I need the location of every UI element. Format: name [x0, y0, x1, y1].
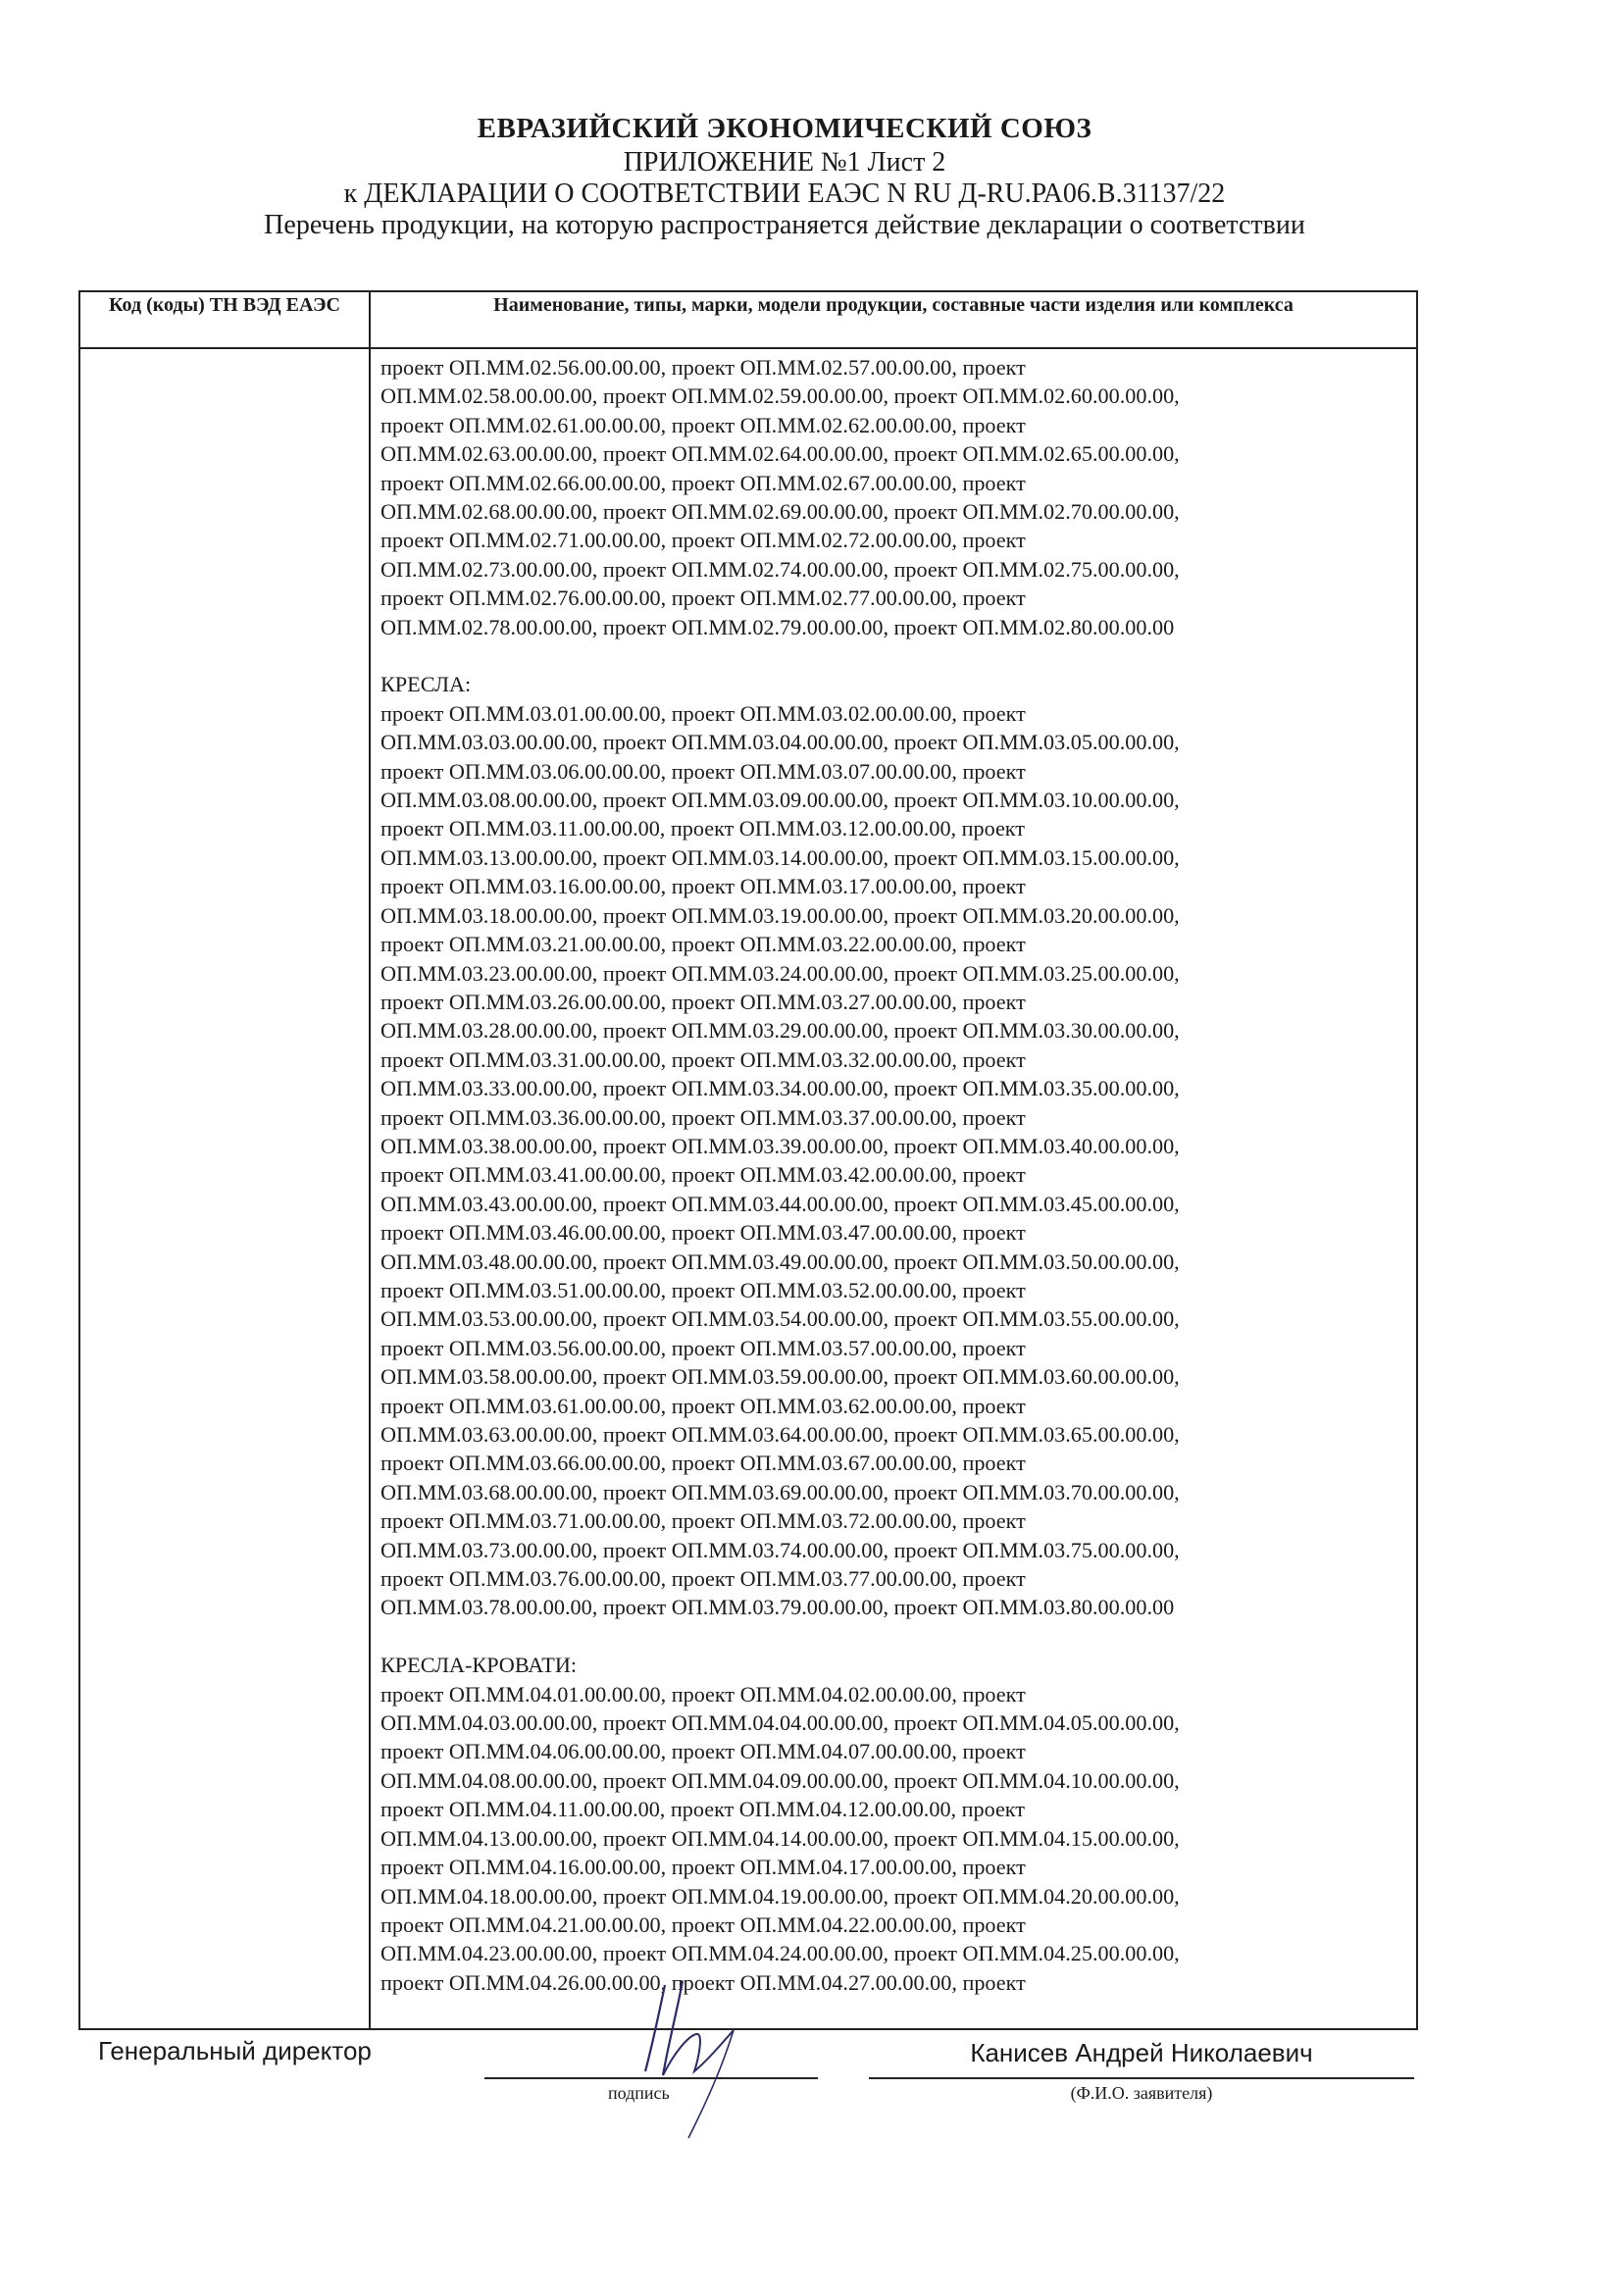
product-line: ОП.ММ.03.23.00.00.00, проект ОП.ММ.03.24.00.00.00, проект ОП.ММ.03.25.00.00.00, [381, 960, 1180, 986]
product-line: ОП.ММ.03.18.00.00.00, проект ОП.ММ.03.19.00.00.00, проект ОП.ММ.03.20.00.00.00, [381, 902, 1180, 928]
product-line: проект ОП.ММ.04.01.00.00.00, проект ОП.ММ.04.02.00.00.00, проект [381, 1681, 1026, 1707]
product-line: проект ОП.ММ.04.06.00.00.00, проект ОП.ММ.04.07.00.00.00, проект [381, 1739, 1026, 1764]
product-line: проект ОП.ММ.03.61.00.00.00, проект ОП.ММ.03.62.00.00.00, проект [381, 1393, 1026, 1418]
product-line: ОП.ММ.03.48.00.00.00, проект ОП.ММ.03.49.00.00.00, проект ОП.ММ.03.50.00.00.00, [381, 1249, 1180, 1274]
product-line: ОП.ММ.03.53.00.00.00, проект ОП.ММ.03.54.00.00.00, проект ОП.ММ.03.55.00.00.00, [381, 1306, 1180, 1332]
product-line: проект ОП.ММ.04.16.00.00.00, проект ОП.ММ.04.17.00.00.00, проект [381, 1855, 1026, 1880]
product-line: проект ОП.ММ.03.46.00.00.00, проект ОП.ММ.03.47.00.00.00, проект [381, 1220, 1026, 1246]
product-line: проект ОП.ММ.02.56.00.00.00, проект ОП.ММ.02.57.00.00.00, проект [381, 355, 1026, 380]
signature-label: подпись [608, 2083, 670, 2103]
product-line: проект ОП.ММ.03.41.00.00.00, проект ОП.ММ.03.42.00.00.00, проект [381, 1162, 1026, 1188]
declaration-number: к ДЕКЛАРАЦИИ О СООТВЕТСТВИИ ЕАЭС N RU Д-RU.РА06.В.31137/22 [343, 178, 1226, 209]
product-line: ОП.ММ.03.58.00.00.00, проект ОП.ММ.03.59.00.00.00, проект ОП.ММ.03.60.00.00.00, [381, 1364, 1180, 1390]
product-line: проект ОП.ММ.04.21.00.00.00, проект ОП.ММ.04.22.00.00.00, проект [381, 1912, 1026, 1937]
product-line: ОП.ММ.03.03.00.00.00, проект ОП.ММ.03.04.00.00.00, проект ОП.ММ.03.05.00.00.00, [381, 730, 1180, 755]
table-row [79, 348, 1417, 2029]
product-line: проект ОП.ММ.03.01.00.00.00, проект ОП.ММ.03.02.00.00.00, проект [381, 700, 1026, 726]
product-line: проект ОП.ММ.03.06.00.00.00, проект ОП.ММ.03.07.00.00.00, проект [381, 758, 1026, 784]
product-block [381, 670, 1408, 1621]
product-line: ОП.ММ.03.08.00.00.00, проект ОП.ММ.03.09.00.00.00, проект ОП.ММ.03.10.00.00.00, [381, 788, 1180, 813]
product-line: проект ОП.ММ.03.76.00.00.00, проект ОП.ММ.03.77.00.00.00, проект [381, 1566, 1026, 1592]
product-line: ОП.ММ.02.78.00.00.00, проект ОП.ММ.02.79.00.00.00, проект ОП.ММ.02.80.00.00.00 [381, 614, 1175, 639]
applicant-name-line [869, 2077, 1414, 2079]
product-line: проект ОП.ММ.03.31.00.00.00, проект ОП.ММ.03.32.00.00.00, проект [381, 1046, 1026, 1072]
product-line: ОП.ММ.04.23.00.00.00, проект ОП.ММ.04.24.00.00.00, проект ОП.ММ.04.25.00.00.00, [381, 1941, 1180, 1966]
product-line: проект ОП.ММ.04.11.00.00.00, проект ОП.ММ.04.12.00.00.00, проект [381, 1797, 1025, 1822]
product-line: проект ОП.ММ.04.26.00.00.00, проект ОП.ММ.04.27.00.00.00, проект [381, 1969, 1026, 1995]
product-line: проект ОП.ММ.03.51.00.00.00, проект ОП.ММ.03.52.00.00.00, проект [381, 1277, 1026, 1302]
product-line: ОП.ММ.02.73.00.00.00, проект ОП.ММ.02.74.00.00.00, проект ОП.ММ.02.75.00.00.00, [381, 556, 1180, 582]
product-line: ОП.ММ.03.73.00.00.00, проект ОП.ММ.03.74.00.00.00, проект ОП.ММ.03.75.00.00.00, [381, 1537, 1180, 1562]
product-line: КРЕСЛА: [381, 672, 472, 697]
product-line: проект ОП.ММ.02.61.00.00.00, проект ОП.ММ.02.62.00.00.00, проект [381, 412, 1026, 437]
code-column-header: Код (коды) ТН ВЭД ЕАЭС [79, 291, 370, 348]
product-line: проект ОП.ММ.03.11.00.00.00, проект ОП.ММ.03.12.00.00.00, проект [381, 816, 1025, 841]
appendix-title: ПРИЛОЖЕНИЕ №1 Лист 2 [623, 147, 946, 178]
product-line: проект ОП.ММ.02.66.00.00.00, проект ОП.ММ.02.67.00.00.00, проект [381, 470, 1026, 495]
product-line: ОП.ММ.04.08.00.00.00, проект ОП.ММ.04.09.00.00.00, проект ОП.ММ.04.10.00.00.00, [381, 1767, 1180, 1793]
product-line: КРЕСЛА-КРОВАТИ: [381, 1653, 578, 1678]
position-title: Генеральный директор [98, 2036, 372, 2065]
applicant-name: Канисев Андрей Николаевич [970, 2038, 1313, 2067]
union-title: ЕВРАЗИЙСКИЙ ЭКОНОМИЧЕСКИЙ СОЮЗ [477, 113, 1092, 144]
document-header [0, 110, 1569, 241]
product-line: ОП.ММ.03.33.00.00.00, проект ОП.ММ.03.34.00.00.00, проект ОП.ММ.03.35.00.00.00, [381, 1076, 1180, 1101]
applicant-label: (Ф.И.О. заявителя) [1070, 2083, 1213, 2103]
product-line: проект ОП.ММ.03.71.00.00.00, проект ОП.ММ.03.72.00.00.00, проект [381, 1508, 1026, 1534]
product-line: ОП.ММ.02.63.00.00.00, проект ОП.ММ.02.64.00.00.00, проект ОП.ММ.02.65.00.00.00, [381, 441, 1180, 467]
product-line: проект ОП.ММ.03.66.00.00.00, проект ОП.ММ.03.67.00.00.00, проект [381, 1451, 1026, 1476]
product-line: ОП.ММ.03.38.00.00.00, проект ОП.ММ.03.39.00.00.00, проект ОП.ММ.03.40.00.00.00, [381, 1133, 1180, 1158]
product-line: проект ОП.ММ.02.76.00.00.00, проект ОП.ММ.02.77.00.00.00, проект [381, 586, 1026, 611]
product-line: ОП.ММ.03.28.00.00.00, проект ОП.ММ.03.29.00.00.00, проект ОП.ММ.03.30.00.00.00, [381, 1018, 1180, 1044]
product-line: проект ОП.ММ.03.36.00.00.00, проект ОП.ММ.03.37.00.00.00, проект [381, 1104, 1026, 1130]
product-list-cell [370, 348, 1417, 2029]
product-line: ОП.ММ.03.13.00.00.00, проект ОП.ММ.03.14.00.00.00, проект ОП.ММ.03.15.00.00.00, [381, 844, 1180, 870]
product-line: проект ОП.ММ.03.21.00.00.00, проект ОП.ММ.03.22.00.00.00, проект [381, 932, 1026, 957]
code-cell [79, 348, 370, 2029]
table-header-row [79, 291, 1417, 348]
product-line: ОП.ММ.04.18.00.00.00, проект ОП.ММ.04.19.00.00.00, проект ОП.ММ.04.20.00.00.00, [381, 1883, 1180, 1909]
product-line: проект ОП.ММ.02.71.00.00.00, проект ОП.ММ.02.72.00.00.00, проект [381, 528, 1026, 553]
product-block [381, 1651, 1408, 1997]
product-line: ОП.ММ.03.43.00.00.00, проект ОП.ММ.03.44.00.00.00, проект ОП.ММ.03.45.00.00.00, [381, 1191, 1180, 1216]
handwritten-signature-icon [637, 1973, 765, 2140]
product-line: ОП.ММ.03.68.00.00.00, проект ОП.ММ.03.69.00.00.00, проект ОП.ММ.03.70.00.00.00, [381, 1479, 1180, 1504]
product-line: ОП.ММ.02.68.00.00.00, проект ОП.ММ.02.69.00.00.00, проект ОП.ММ.02.70.00.00.00, [381, 499, 1180, 525]
product-line: ОП.ММ.03.63.00.00.00, проект ОП.ММ.03.64.00.00.00, проект ОП.ММ.03.65.00.00.00, [381, 1422, 1180, 1448]
product-line: ОП.ММ.02.58.00.00.00, проект ОП.ММ.02.59.00.00.00, проект ОП.ММ.02.60.00.00.00, [381, 383, 1180, 409]
product-block [381, 353, 1408, 641]
product-line: проект ОП.ММ.03.26.00.00.00, проект ОП.ММ.03.27.00.00.00, проект [381, 989, 1026, 1014]
product-line: ОП.ММ.03.78.00.00.00, проект ОП.ММ.03.79.00.00.00, проект ОП.ММ.03.80.00.00.00 [381, 1595, 1175, 1620]
product-line: ОП.ММ.04.13.00.00.00, проект ОП.ММ.04.14.00.00.00, проект ОП.ММ.04.15.00.00.00, [381, 1825, 1180, 1851]
products-table [78, 290, 1418, 2030]
name-column-header: Наименование, типы, марки, модели продукции, составные части изделия или комплекса [370, 291, 1417, 348]
document-subtitle: Перечень продукции, на которую распространяется действие декларации о соответствии [264, 210, 1305, 240]
product-line: ОП.ММ.04.03.00.00.00, проект ОП.ММ.04.04.00.00.00, проект ОП.ММ.04.05.00.00.00, [381, 1710, 1180, 1736]
product-line: проект ОП.ММ.03.16.00.00.00, проект ОП.ММ.03.17.00.00.00, проект [381, 874, 1026, 899]
product-line: проект ОП.ММ.03.56.00.00.00, проект ОП.ММ.03.57.00.00.00, проект [381, 1335, 1026, 1360]
